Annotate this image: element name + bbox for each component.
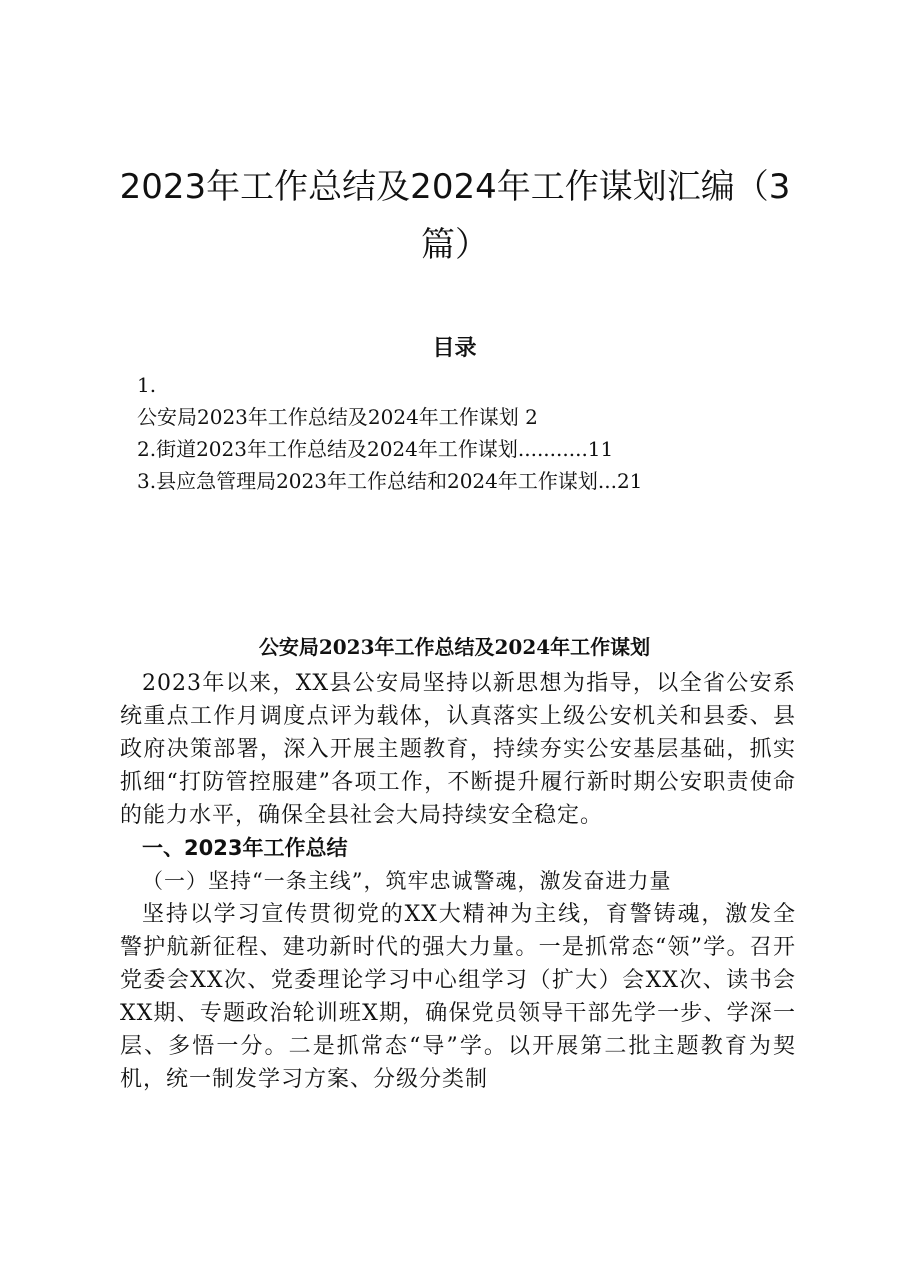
- article-body: [120, 667, 796, 1096]
- toc-item[interactable]: 1.: [137, 373, 157, 397]
- section-heading: 一、2023年工作总结: [142, 836, 348, 860]
- toc-heading: 目录: [432, 335, 477, 361]
- toc-item[interactable]: 公安局2023年工作总结及2024年工作谋划 2: [137, 405, 538, 429]
- article-title: 公安局2023年工作总结及2024年工作谋划: [258, 635, 651, 659]
- intro-paragraph: 2023年以来，XX县公安局坚持以新思想为指导，以全省公安系统重点工作月调度点评为载体，认真落实上级公安机关和县委、县政府决策部署，深入开展主题教育，持续夯实公安基层基础，抓实抓细“打防管控服建”各项工作，不断提升履行新时期公安职责使命的能力水平，确保全县社会大局持续安全稳定。: [120, 671, 796, 828]
- document-title: 2023年工作总结及2024年工作谋划汇编（3篇）: [119, 167, 791, 265]
- body-paragraph: 坚持以学习宣传贯彻党的XX大精神为主线，育警铸魂，激发全警护航新征程、建功新时代的强大力量。一是抓常态“领”学。召开党委会XX次、党委理论学习中心组学习（扩大）会XX次、读书会XX期、专题政治轮训班X期，确保党员领导干部先学一步、学深一层、多悟一分。二是抓常态“导”学。以开展第二批主题教育为契机，统一制发学习方案、分级分类制: [120, 902, 796, 1092]
- subsection-heading: （一）坚持“一条主线”，筑牢忠诚警魂，激发奋进力量: [142, 869, 672, 893]
- table-of-contents: [137, 369, 777, 497]
- toc-item[interactable]: 2.街道2023年工作总结及2024年工作谋划...........11: [137, 437, 614, 461]
- toc-item[interactable]: 3.县应急管理局2023年工作总结和2024年工作谋划...21: [137, 469, 643, 493]
